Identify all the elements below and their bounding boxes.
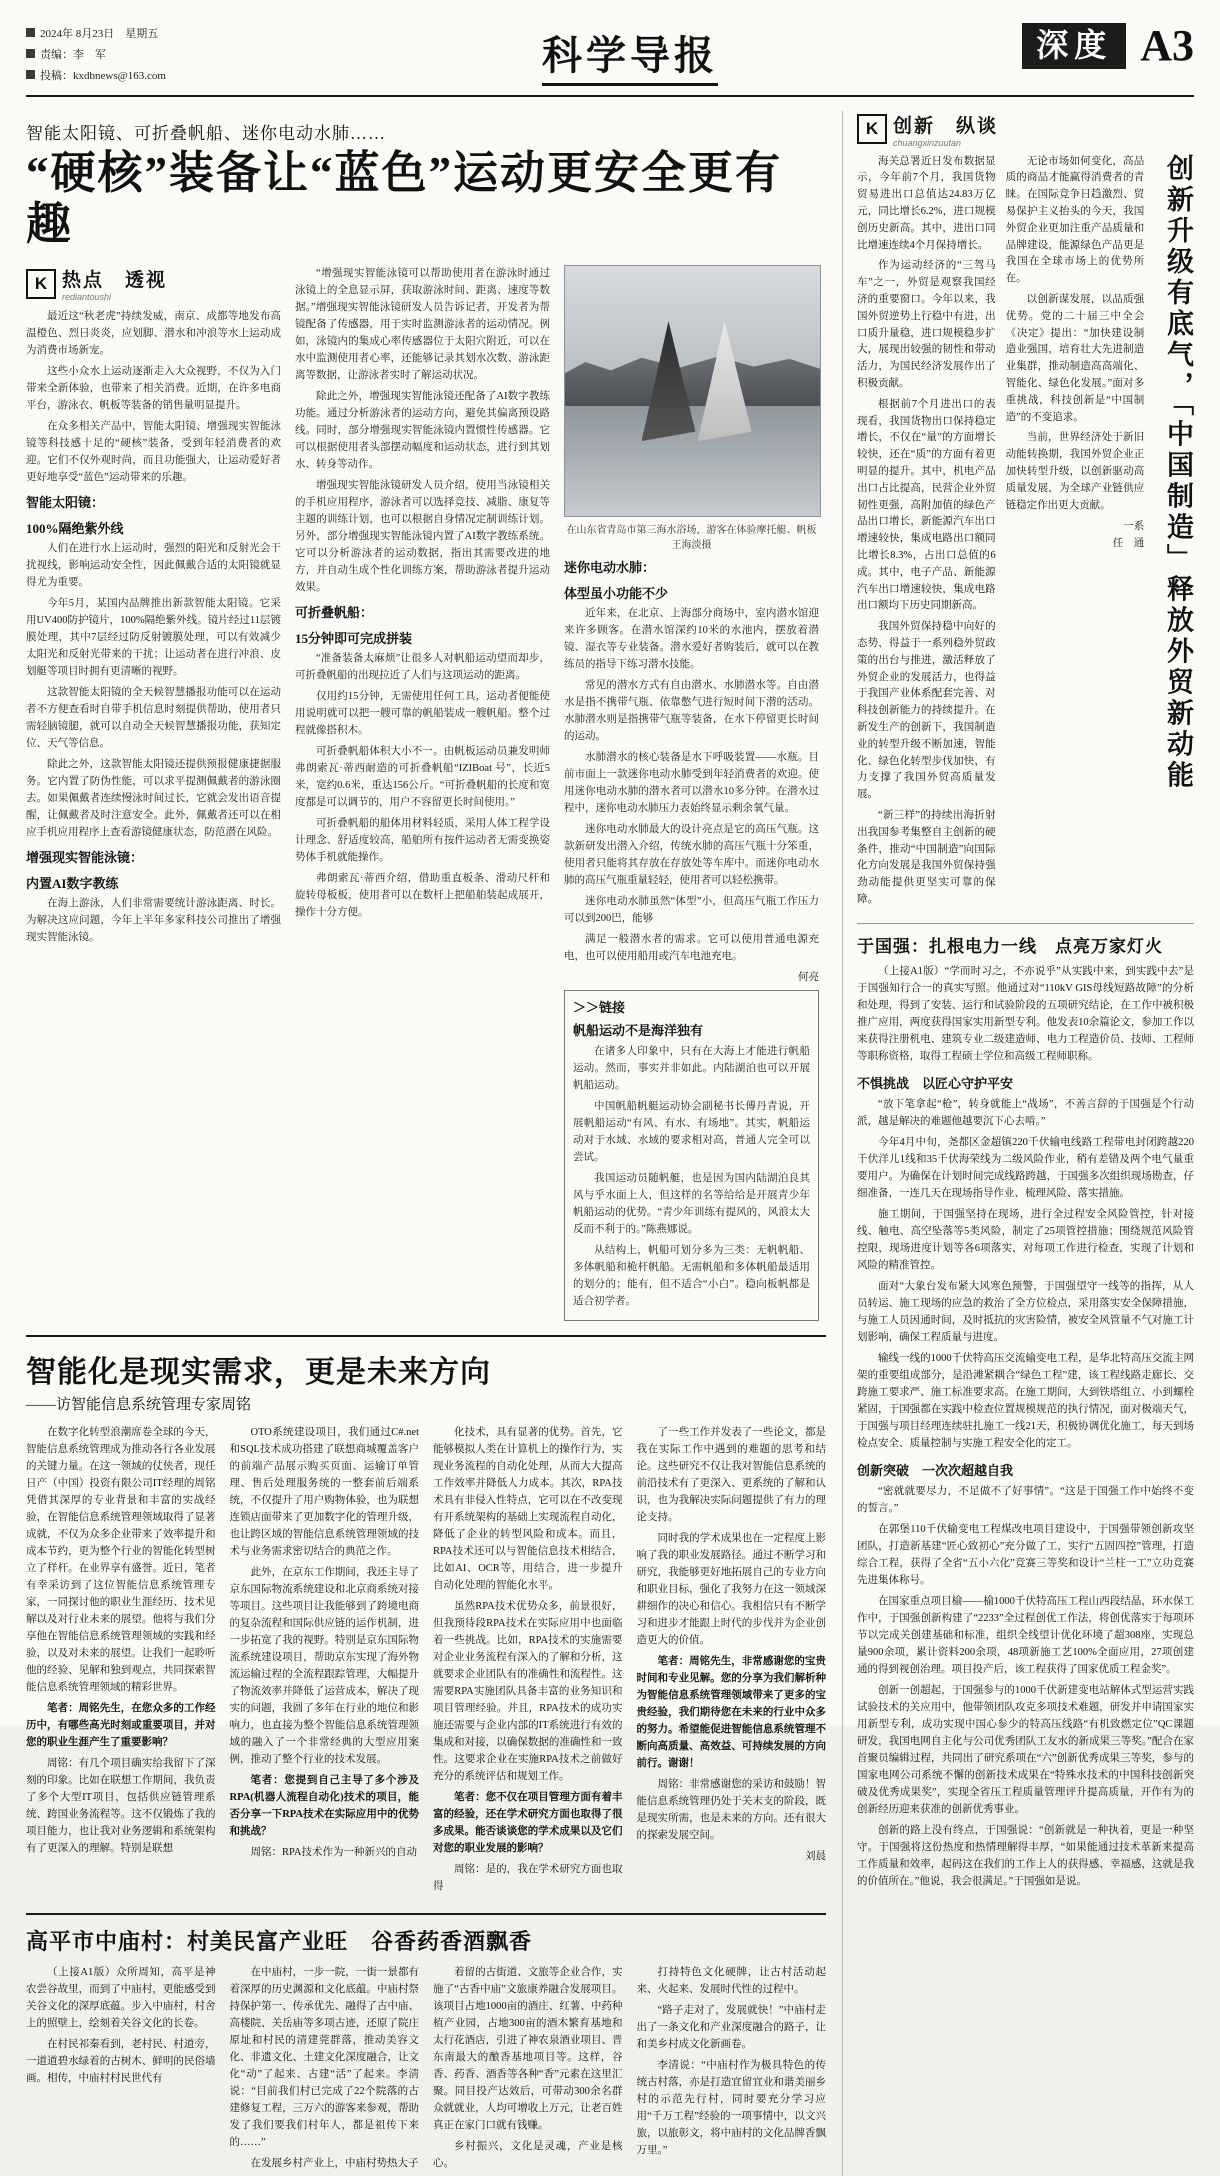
lead-byline: 何亮 [798,972,819,984]
side-box1-lead: （上接A1版）“学而时习之，不亦说乎”从实践中来，到实践中去”是于国强知行合一的真实写照。他通过对“110kV GIS母线短路故障”的分析和处理，得到了安装、运行和试验阶段的五项研究结论，在工作中被积极推广应用，两度获得国家实用新型专利。他发表10余篇论文，参加工作以来获得注册机电、建筑专业二级建造师、电力工程造价员、技师、工程师等职称资格，取得工程硕士学位和高级工程师职称。 [857,965,1194,1062]
side-box2-subhead: 创新突破 一次次超越自我 [857,1462,1014,1478]
link-p: 中国帆船帆艇运动协会副秘书长傅丹青说，开展帆船运动“有风、有水、有场地”。其实，帆船运动对于水域、水域的要求相对高，普通人完全可以尝试。 [573,1101,810,1164]
lead-p: 这款智能太阳镜的全天候智慧播报功能可以在运动者不方便查看时自带手机信息时刻提供帮助，使用者只需轻脑镜腿，就可以自动全天候智慧播报功能，获知定位、天气等信息。 [26,687,281,750]
article2-p: 周铭：是的，我在学术研究方面也取得 [433,1864,623,1893]
lead-p: 弗朗索瓦·蒂西介绍，借助重直板条、滑动尺杆和旋转母板板，使用者可以在数杆上把船舶装起成展开，操作十分方便。 [295,873,550,919]
lead-p: 最近这“秋老虎”持续发威，南京、成都等地发布高温橙色、烈日炎炎，应划脚、潜水和冲浪等水上运动成为消费市场新宠。 [26,311,281,357]
article2-column-1 [26,1424,216,1899]
article2-signature: 刘晨 [805,1851,826,1863]
side-badge-text2: 纵谈 [956,115,999,137]
lead-p: “准备装备太麻烦”让很多人对帆船运动望而却步，可折叠帆船的出现拉近了人们与这项运动的距离。 [295,653,550,682]
masthead-info [26,18,326,87]
lead-p: 在众多相关产品中，智能太阳镜、增强现实智能泳镜等科技感十足的“硬核”装备，受到年轻消费者的欢迎。它们不仅外观时尚，而且功能强大，让运动爱好者更好地享受“蓝色”运动带来的乐趣。 [26,421,281,484]
side-box2-p: 创新一创超起，于国强参与的1000千伏新建变电站解体式型运营实践试验技术的关应用中，他带领团队攻克多项技术难题，研发并申请国家实用新型专利，成功实现中国心参少的特高压线路“有机致燃定位”QC课题研发，我国电网自主化与公司优秀团队工友水的新成果三等奖。”配合在家首聚员编辑过程，共同出了研究系项在“六”创新优秀成果三等奖，参与的国家电网公司系统不懈的创新技术成果在“特殊水技术的中国科技创新突破及优秀成果奖”，实现全省压工程质量管理评升提高质量，开作有为的创新经历迎来获准的创新优秀事业。 [857,1684,1194,1815]
badge-pinyin: rediantoushi [62,292,112,303]
article3-title: 高平市中庙村：村美民富产业旺 谷香药香酒飘香 [26,1929,533,1955]
lead-p: 今年5月，某国内品牌推出新款智能太阳镜。它采用UV400防护镜片，100%隔绝紫外线。镜片经过11层镀膜处理，其中7层经过防反射镀膜处理，可以有效减少太阳光和反射光带来的干扰；让运动者在进行冲浪、皮划艇等项目时拥有更清晰的视野。 [26,598,281,678]
lead-p: 可折叠帆船体积大小不一。由帆板运动员兼发明师弗朗索瓦·蒂西耐造的可折叠帆船“IZIBoat 号”，长近5米，宽约0.6米，重达156公斤。“可折叠帆船的长度和宽度都是可以调节的，用户不容留更长时间使用。” [295,746,550,809]
side-article-body [857,154,1194,913]
side-p: 当前，世界经济处于新旧动能转换期，我国外贸企业正加快转型升级，以创新驱动高质量发展，为全球产业链供应链稳定作出更大贡献。 [1005,432,1145,511]
article2-subtitle: ——访智能信息系统管理专家周铭 [26,1397,252,1414]
section-label: 深度 [1022,23,1126,69]
link-box-subtitle: 帆船运动不是海洋独有 [573,1023,704,1039]
side-box1-p: 输线一线的1000千伏特高压交流输变电工程，是华北特高压交流主网架的重要组成部分，是沿滩紧耦合“绿色工程”建，该工程线路走廊长、交跨施工要求严、施工标准要求高。在施工期间，大到铁塔组立、小到螺栓紧固，于国强都在实践中检查位置规模规范的执行情况，面对极端天气，于国强与项目经理连续驻扎施工一线21天，积极协调优化施工，每天到场检点安全、质量控制与实施工程安全化的定工。 [857,1352,1194,1449]
article2-p: 虽然RPA技术优势众多，前景很好，但我预待段RPA技术在实际应用中也面临着一些挑战。比如，RPA技术的实施需要对企业业务流程有深入的了解和分析，这就要求企业团队有的准确性和流程性。这需要RPA实施团队具备丰富的业务知识和项目管理经验。并且，RPA技术的成功实施还需要与企业内部的IT系统进行有效的集成和对接，以确保数据的准确性和一致性。这要求企业在实施RPA技术之前做好充分的系统评估和规划工作。 [433,1601,623,1783]
lead-column-3 [564,265,827,1321]
photo-caption: 在山东省青岛市第三海水浴场，游客在体验摩托艇、帆板 王海淡摄 [566,525,827,552]
article3-p: 在中庙村，一步一院，一街一景都有着深厚的历史渊源和文化底蕴。中庙村祭持保护第一、传承优先、融得了古中庙、高楼院、关岳庙等多项古迹，还原了院庄原址和村民的清建莞群落，推动美容文化、非遗文化、土建文化深度融合，让文化“动”了起来、古建“活”了起来。李淸说：“目前我们村已完成了22个院落的古建修复工程，三万六的游客来参观，帮助发了我们要我们村年人，都是祖传下来的……” [229,1967,419,2149]
side-p: 海关总署近日发布数据显示，今年前7个月，我国货物贸易进出口总值达24.83万亿元，同比增长6.2%，进口规模创历史新高。其中，进出口同比增速连续4个月保持增长。 [857,155,996,251]
link-p: 从结构上，帆船可划分多为三类：无帆帆船、多体帆船和桅杆帆船。无需帆船和多体帆船最适用的划分的；能有，但不适合“小白”。稳向板帆都是适合初学者。 [573,1245,810,1308]
submission-email: 投稿：kxdbnews@163.com [26,66,326,87]
publish-date: 2024年 8月23日 星期五 [26,24,326,45]
side-vertical-title: 创新升级有底气，「中国制造」释放外贸新动能 [1163,153,1193,792]
hotspot-badge [26,265,167,302]
editor-name: 责编：李 军 [26,45,326,66]
side-box1-body [857,963,1194,1890]
article2-p: 此外，在京东工作期间，我还主导了京东国际物流系统建设和北京商系统对接等项目。这些项目让我能够到了跨境电商的复杂流程和国际供应链的运作机制，进一步拓宽了我的视野。特别是京东国际物流系统建设项目，帮助京东实现了海外物流运输过程的全流程跟踪管理，大幅提升了物流效率并降低了运营成本，解决了现实的问题，我圆了多年在行业的地位和影响力，也直接为整个智能信息系统管理领域的融入了一个非常经典的大型应用案例，推动了整个行业的技术发展。 [229,1567,419,1766]
side-badge-pinyin: chuangxinzuutan [893,137,962,148]
article3-column-1 [26,1964,216,2176]
side-box1-p: 面对“大象台发布紧大风寒色预警，于国强望守一线等的指挥，从人员转运、施工现场的应急的救治了全方位检点，采用落实安全保障措施，与施工人员因通时间，及时抵抗的灾害险情，被安全风管量不气对施工计划影响，确保工程质量与进度。 [857,1280,1194,1343]
article2-column-2 [230,1424,420,1899]
side-article-text [857,154,1144,913]
subhead-foldable-sailboat: 可折叠帆船： [295,605,374,621]
side-badge-text: 创新 [893,115,936,137]
subhead-smart-sunglasses: 智能太阳镜： [26,495,105,511]
lead-p: 常见的潜水方式有自由潜水、水肺潜水等。自由潜水是指不携带气瓶、依靠憋气进行短时间下潜的活动。水肺潜水则是指携带气瓶等装备，在水下停留更长时间的运动。 [564,680,819,743]
article2-p: 了一些工作并发表了一些论文，都是我在实际工作中遇到的难题的思考和结论。这些研究不仅让我对智能信息系统的前沿技术有了更深入、更系统的了解和认识，也为我解决实际问题提供了有力的理论支持。 [636,1427,826,1524]
article2-question: 笔者：周铭先生，在您众多的工作经历中，有哪些高光时刻或重要项目，并对您的职业生涯产生了重要影响？ [26,1703,216,1749]
side-p: 作为运动经济的“三驾马车”之一，外贸是观察我国经济的重要窗口。今年以来，我国外贸逆势上行稳中有进，出口质升量稳，进口规模稳步扩大，展现出较强的韧性和带动活力，为国民经济发展作出了积极贡献。 [857,260,996,390]
badge-text2: 透视 [125,270,168,292]
lead-p: 除此之外，这款智能太阳镜还提供预报健康捷据服务。它内置了防伪性能，可以求平提测佩戴者的游泳圈去。如果佩戴者连续慢泳时间过长，它就会发出语音提醒，让佩戴者及时注意安全。此外，佩戴者还可以在相应手机应用程序上查看游镜健康状态，防范潜在风险。 [26,759,281,839]
side-signature-label: 一系 [1123,521,1145,533]
article3-column-3 [433,1964,623,2176]
lead-p: 增强现实智能泳镜研发人员介绍，使用当泳镜相关的手机应用程序，游泳者可以选择竞技、减脂、康复等主题的训练计划，也可以根据自身情况定制训练计划。另外，部分增强现实智能泳镜内置了AI数字教练系统。它可以分析游泳者的运动数据，指出其需要改进的地方，并自动生成个性化训练方案，帮助游泳者提升运动效果。 [295,480,550,594]
lead-column-2 [295,265,550,1321]
side-column [842,111,1194,2176]
masthead-right [934,18,1194,71]
lead-p: 水肺潜水的核心装备是水下呼吸装置——水瓶。目前市面上一款迷你电动水肺受到年轻消费者的欢迎。使用迷你电动水肺的潜水者可以潜水10多分钟。在潜水过程中，迷你电动水肺压力表始终显示剩余氧气量。 [564,752,819,815]
page-layout [26,111,1194,2176]
page-number: A3 [1140,21,1194,70]
article2-p: 周铭：RPA技术作为一种新兴的自动 [250,1847,417,1859]
side-p: 根据前7个月进出口的表现看，我国货物出口保持稳定增长，不仅在“量”的方面增长较快，还在“质”的方面有着更明显的提升。其中，机电产品出口占比提高，民营企业外贸韧性更强，高附加值的绿色产品出口增长，新能源汽车出口增速较快，集成电路出口额同比增长8.3%，占出口总值的6成。其中，电子产品、新能源汽车出口增速较快，集成电路出口额均下历史同期新高。 [857,398,996,612]
article3-lead: （上接A1版）众所周知，高平是神农尝谷故里，而到了中庙村，更能感受到关谷文化的深厚底蕴。步入中庙村，村舍上的照壁上，绘刻着关谷文化的长卷。 [26,1967,216,2030]
article3-column-4 [637,1964,827,2176]
side-p: 以创新谋发展，以品质强优势。党的二十届三中全会《决定》提出：“加快建设制造业强国，培育壮大先进制造业集群，推动制造高高端化、智能化、绿色化发展。”面对多重挑战，科技创新是“中国制造”的不变追求。 [1005,294,1145,423]
badge-text: 热点 [62,270,105,292]
article3-p: 着留的古街道、文旅等企业合作，实施了“古香中庙”文旅康养融合发展项目。该项目占地1000亩的酒庄、红薯、中药种植产业园，占地300亩的酒木繁育基地和太行花酒店，引进了神农泉酒业项目、晋东南最大的酿香基地项目等。这样，谷香、药香、酒香等各种“香”元素在这里汇聚。同目投产达效后，可带动300余名群众就就业，人均可增收上万元，让老百姓真正在家门口就有钱赚。 [433,1967,623,2132]
side-p: “新三样”的持续出海折射出我国参考集整自主创新的硬条件，推动“中国制造”向国际化方向发展是我国外贸保持强劲动能提供更坚实可靠的保障。 [857,809,996,905]
lead-p: 在海上游泳，人们非常需要统计游泳距离、时长。为解决这应问题，今年上半年多家科技公司推出了增强现实智能泳镜。 [26,898,281,944]
article2-columns [26,1424,826,1899]
lead-p: 迷你电动水肺最大的设计亮点是它的高压气瓶。这款新研发出潜入介绍，传统水肺的高压气瓶十分笨重，使用者只能将其存放在存放处等车库中。而迷你电动水肺的高压气瓶重量轻轻，使用者可以轻松携带。 [564,824,819,887]
subhead-foldable-sailboat-2: 15分钟即可完成拼装 [295,630,413,646]
lead-p: 人们在进行水上运动时，强烈的阳光和反射光会干扰视线，影响运动安全性，因此佩戴合适的太阳镜就显得尤为重要。 [26,543,281,589]
link-p: 在诸多人印象中，只有在大海上才能进行帆船运动。然而，事实并非如此。内陆湖泊也可以开展帆船运动。 [573,1046,810,1092]
subhead-smart-sunglasses-2: 100%隔绝紫外线 [26,520,124,536]
lead-p: 除此之外，增强现实智能泳镜还配备了AI数字教练功能。通过分析游泳者的运动方向，避免其偏离预设路线。同时，部分增强现实智能泳镜内置惯性传感器。它可以根据使用者头部摆动幅度和运动状态，进行到其划水、转身等动作。 [295,391,550,471]
side-box2-p: 在国家重点项目榆——榆1000千伏特高压工程山西段结晶，环水保工作中，于国强创新构建了“2233”全过程创优工作法，将创优落实于每项环节以完成关创建基础和标准，组织全线望计优化环境了超308座，实现总量900余项，累计资料200余项，48项新施工艺100%全面应用，27项创建通的得到视创治理。项目投产后，该工程获得了国家优质工程金奖”。 [857,1595,1194,1675]
article3-column-2 [230,1964,420,2176]
link-box-title: ＞＞链接 [573,1000,626,1016]
section-divider [26,1335,826,1337]
side-divider [857,923,1194,924]
side-box1-p: 今年4月中旬，尧都区金超镇220千伏输电线路工程带电封闭跨越220千伏洋儿1线和35千伏海荣线为二级风险作业，稍有差错及两个电气量重要用户。为确保在计划时间完成线路跨越，于国强多次组织现场勘查，仔细准备，一连几天在现场指导作业、梳理风险、落实措施。 [857,1136,1194,1199]
photo-windsurfing [564,265,821,517]
side-p: 我国外贸保持稳中向好的态势，得益于一系列稳外贸政策的出台与推进，激活释放了外贸企业的发展活力，也得益于我国产业体系配套完善、对科技创新能力的持续提升。在新发生产的创新下，我国制造业的转型升级不断加速，智能化、绿色化转型步伐加快，有力支撑了我国外贸高质量发展。 [857,621,996,801]
article2-p: OTO系统建设项目，我们通过C#.net和SQL技术成功搭建了联想商城覆盖客户的前端产品展示购买页面、运输订单管理、售后处理服务统的一整套前后端系统，不仅提升了用户购物体验，也为联想连锁店面带来了更加数字化的管理升级，也让跨区域的智能信息系统管理领域的技术与业务需求密切结合的典范之作。 [229,1427,419,1558]
article2-title: 智能化是现实需求，更是未来方向 [26,1356,491,1390]
lead-p: 近年来，在北京、上海部分商场中，室内潜水馆迎来许多顾客。在潜水馆深约10米的水池内，摆放着潜镜、湿衣等专业装备。潜水爱好者购装后，就可以在教练员的指导下练习潜水技能。 [564,608,819,671]
article2-p: 周铭：有几个项目确实给我留下了深刻的印象。比如在联想工作期间，我负责了多个大型IT项目，包括供应链管理系统、跨国业务流程等。这不仅锻炼了我的项目能力，也让我对业务逻辑和系统架构有了更深入的理解。特别是联想 [26,1758,216,1855]
lead-p: 迷你电动水肺虽然“体型”小，但高压气瓶工作压力可以到200巴，能够 [564,896,819,925]
side-signature: 任 通 [1112,538,1145,550]
lead-kicker: 智能太阳镜、可折叠帆船、迷你电动水肺…… [26,123,386,143]
innovation-badge [857,111,998,148]
side-box1-p: “放下笔拿起“枪”，转身就能上“战场”，不善言辞的于国强是个行动派，越是解决的难题他越要沉下心去啃。” [857,1098,1194,1127]
side-p: 无论市场如何变化，高品质的商品才能赢得消费者的青睐。在国际竞争日趋激烈、贸易保护主义抬头的今天，我国外贸企业更加注重产品质量和品牌建设，能源绿色产品更是我国在全球市场上的优势所在。 [1005,155,1145,285]
masthead-center [326,18,934,86]
side-box2-p: 创新的路上没有终点，于国强说：“创新就是一种执着，更是一种坚守。于国强将这份热度和热情理解得丰厚，“如果能通过技术革新来提高工作质量和效率，起码这在我们的工作上人的获得感、幸福感，这就是我的价值所在。”他说，我会很满足。”于国强如是说。 [857,1824,1194,1887]
link-box [564,990,819,1321]
side-box1-subhead: 不惧挑战 以匠心守护平安 [857,1075,1014,1091]
lead-p: “增强现实智能泳镜可以帮助使用者在游泳时通过泳镜上的全息显示屏，获取游泳时间、距离、速度等数据。”增强现实智能泳镜研发人员告诉记者，开发者为帮镜配备了传感器，用于实时监测游泳者的运动情况。例如，泳镜内的集成心率传感器位于太阳穴附近，可以在水中监测使用者心率，还能够记录其划水次数、游泳距离等数据，让游泳者实时了解运动状况。 [295,268,550,382]
lead-p: 这些小众水上运动逐渐走入大众视野，不仅为入门带来全新体验，也带来了相关消费。近期，在许多电商平台，游泳衣、帆板等装备的销售量明显提升。 [26,366,281,412]
article3-p: 在村民祁秦看到，老村民、村道旁，一道道碧水绿着的古树木、鲜明的民俗墙画。相传，中庙村村民世代有 [26,2039,216,2085]
subhead-ar-goggles-2: 内置AI数字教练 [26,875,119,891]
lead-column-1 [26,265,281,1321]
article3-p: 乡村振兴，文化是灵魂，产业是核心。 [433,2141,623,2170]
lead-p: 满足一般潜水者的需求。它可以使用普通电源充电，也可以使用船用或汽车电池充电。 [564,934,819,963]
subhead-mini-scuba: 迷你电动水肺： [564,560,656,576]
article3-p: “路子走对了，发展就快！”中庙村走出了一条文化和产业深度融合的路子，让和美乡村成文化新画卷。 [636,2005,826,2051]
article2-p: 周铭：非常感谢您的采访和鼓励！智能信息系统管理仍处于关末支的阶段，既是现实所需，也是未来的方向。还有很大的探索发展空间。 [636,1779,826,1842]
side-box1-p: 施工期间，于国强坚持在现场，进行全过程安全风险管控，针对接线、触电、高空坠落等5类风险，制定了25项管控措施；围绕规范风险管控限，现场进度计划等各6项落实，对每项工作进行检查，实现了计划和风险的精准管控。 [857,1208,1194,1271]
subhead-mini-scuba-2: 体型虽小功能不少 [564,585,669,601]
lead-p: 可折叠帆船的船体用材料轻质，采用人体工程学设计理念、舒适度较高，船舶所有按件运动者无需变换姿势体手机就能操作。 [295,818,550,864]
article2-column-3 [433,1424,623,1899]
article2-p: 化技术，具有显著的优势。首先，它能够模拟人类在计算机上的操作行为，实现业务流程的自动化处理，从而大大提高工作效率并降低人力成本。其次，RPA技术具有非侵入性特点，它可以在不改变现有开系统架构的基础上实现流程自动化，降低了企业的转型风险和成本。而且，RPA技术还可以与智能信息技术相结合，比如AI、OCR等，用结合，进一步提升自动化处理的智能化水平。 [433,1427,623,1592]
article2-question: 笔者：周铭先生，非常感谢您的宝贵时间和专业见解。您的分享为我们解析种为智能信息系统管理领域带来了更多的宝贵经验，我们期待您在未来的行业中众多的努力。希望能促进智能信息系统管理不断向高质量、高效益、可持续发展的方向前行。谢谢！ [636,1656,826,1770]
k-logo-icon: K [26,269,56,299]
subhead-ar-goggles: 增强现实智能泳镜： [26,850,144,866]
k-logo-icon: K [857,114,887,144]
article2-question: 笔者：您不仅在项目管理方面有着丰富的经验，还在学术研究方面也取得了很多成果。能否谈谈您的学术成果以及它们对您的职业发展的影响？ [433,1792,623,1855]
paper-title: 科学导报 [542,24,718,86]
article2-question: 笔者：您提到自己主导了多个涉及RPA(机器人流程自动化)技术的项目，能否分享一下RPA技术在实际应用中的优势和挑战？ [229,1775,419,1838]
article2-p: 同时我的学术成果也在一定程度上影响了我的职业发展路径。通过不断学习和研究，我能够更好地拓展自己的专业方向和职业目标，强化了我努力在这一领域深耕细作的决心和信心。我相信只有不断学习和进步才能跟上时代的步伐并为企业创造更大的价值。 [636,1533,826,1647]
section-divider-2 [26,1913,826,1915]
article2-p: 在数字化转型浪潮席卷全球的今天，智能信息系统管理成为推动各行各业发展的关键力量。在这一领域的仗侠者，现任日产（中国）投资有限公司IT经理的周铭凭借其深厚的专业背景和丰富的实战经验，在智能信息系统管理领域取得了显著成就，不仅为众多企业带来了效率提升和成本节约，更为整个行业的智能化转型树立了样杆。在业界享有盛誉。近日，笔者有幸采访到了这位智能信息系统管理专家，一同探讨他的职业生涯经历、技术见解以及对行业未来的展望。他将与我们分享他在智能信息系统管理领域的实践和经验，以及对未来的展望。让我们一起聆听他的经验、见解和独到观点，共同探索智能信息系统管理领域的精彩世界。 [26,1427,216,1694]
main-column [26,111,826,2176]
article3-p: 打持特色文化硬牌，让古村活动起来、火起来、发展时代性的过程中。 [636,1967,826,1996]
article3-p: 在发展乡村产业上，中庙村势热大子 [250,2158,419,2170]
article3-p: 李清说：“中庙村作为极具特色的传统古村落，亦是打造宜留宜业和谐美丽乡村的示范先行村，同时要充分学习应用“千万工程”经验的一项事情中，以文兴旅，以旅彰文，将中庙村的文化品牌香飘万里。” [636,2060,826,2157]
lead-columns [26,265,826,1321]
side-box1-title: 于国强：扎根电力一线 点亮万家灯火 [857,936,1163,956]
lead-headline: “硬核”装备让“蓝色”运动更安全更有趣 [26,147,783,250]
lead-p: 仅用约15分钟，无需使用任何工具，运动者便能使用说明就可以把一艘可靠的帆船装成一艘帆船。整个过程就像搭积木。 [295,691,550,737]
article2-column-4 [637,1424,827,1899]
article3-columns [26,1964,826,2176]
side-box2-p: “密就就要尽力，不足做不了好事情”。“这是于国强工作中始终不变的誓言。” [857,1485,1194,1514]
link-p: 我国运动员随帆艇，也是因为国内陆湖泊良其风与乎水面上人，但这样的名等给给是开展青少年帆船运动的优势。“青少年训练有提风的，风浪太大反而不利于的。”陈燕娜说。 [573,1173,810,1236]
side-box2-p: 在郭堡110千伏输变电工程煤改电项目建设中，于国强带领创新攻坚团队，打造新基建“匠心致初心”充分做了工，实行“五固四控”管理，打造综合工程，获得了全省“五小六化”竞赛三等奖和设计“兰柱一工”立功竞赛先进集体称号。 [857,1523,1194,1586]
masthead [26,18,1194,97]
